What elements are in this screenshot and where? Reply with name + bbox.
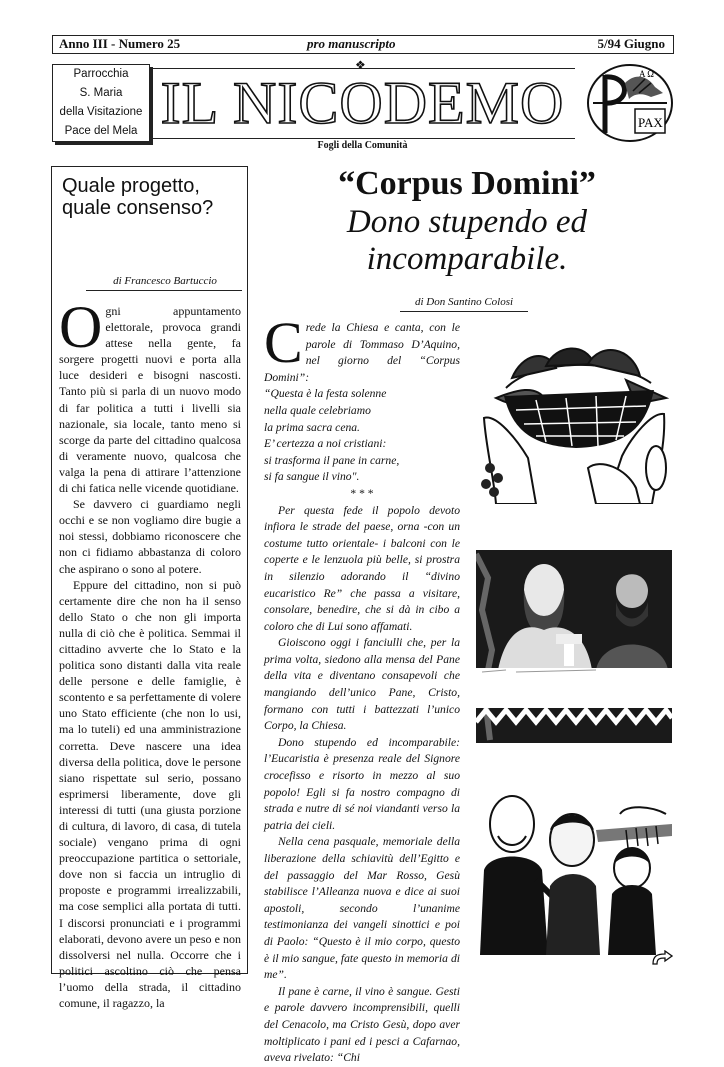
left-article-body (59, 294, 241, 1011)
paragraph: Se davvero ci guardiamo negli occhi e se non vogliamo dire bugie a noi stessi, dobbiamo riconoscere che non ci fidiamo abbastanza di coloro che aspirano o sono al potere. (59, 497, 241, 576)
chi-rho-logo-icon (585, 63, 675, 143)
verse-line: E’ certezza a noi cristiani: (264, 437, 387, 451)
paragraph: Per questa fede il popolo devoto infiora le strade del paese, orna -con un costume tutto orientale- i balconi con le coperte e le lenzuola più belle, si prostra in silenzio adorando il “divino eucaristico Re” che passa a visitare, consolare, benedire, che si dà in cibo a coloro che di Lui sono affamati. (264, 503, 460, 633)
logo-letters: A Ω (639, 69, 654, 79)
paragraph: Dono stupendo ed incomparabile: l’Eucaristia è presenza reale del Signore crocefisso e risorto in mezzo al suo popolo! Egli si fa nostro compagno di strada e nutre di sé noi viandanti verso la patria dei cieli. (264, 735, 460, 832)
drop-cap: O (59, 294, 103, 360)
masthead-rule (150, 68, 575, 69)
author-rule (86, 290, 242, 291)
masthead-subtitle: Fogli della Comunità (317, 140, 408, 151)
drop-cap: C (264, 310, 303, 375)
right-article-author: di Don Santino Colosi (414, 296, 514, 308)
parish-box (52, 64, 150, 142)
paragraph: Gioiscono oggi i fanciulli che, per la prima volta, siedono alla mensa del Pane della vita e diventano consapevoli che mangiando dell’unico Pane, Cristo, formano con tutti i battezzati l’unico Corpo, la Chiesa. (264, 636, 460, 733)
verse-line: “Questa è la festa solenne (264, 387, 387, 401)
ornament-icon: ❖ (355, 58, 366, 72)
right-article-subtitle: Dono stupendo ed incomparabile. (346, 204, 588, 277)
separator-stars: * * * (350, 486, 374, 500)
right-article-title: “Corpus Domini” (338, 165, 596, 202)
header-bar (52, 35, 674, 54)
masthead-title: IL NICODEMO (160, 70, 565, 136)
verse-line: nella quale celebriamo (264, 403, 371, 417)
left-article-title: Quale progetto, quale consenso? (62, 175, 214, 219)
parish-line: S. Maria (79, 87, 123, 99)
paragraph: Crede la Chiesa e canta, con le parole di Tommaso D’Aquino, nel giorno del “Corpus Domini”: (264, 310, 460, 384)
parish-line: Parrocchia (73, 68, 129, 80)
last-supper-illustration (476, 550, 672, 743)
pro-manuscripto: pro manuscripto (307, 36, 396, 51)
parish-line: Pace del Mela (64, 125, 138, 137)
verse-line: la prima sacra cena. (264, 420, 360, 434)
paragraph: Il pane è carne, il vino è sangue. Gesti e parole davvero incomprensibili, quelli del Cenacolo, ma Cristo Gesù, dopo aver moltiplicato i pani ed i pesci a Cafarnao, aveva rivelato: “Chi (264, 984, 460, 1065)
continue-arrow-icon (651, 950, 673, 966)
paragraph: Eppure del cittadino, non si può certamente dire che non ha il senso dello Stato o che non gli importa nulla di ciò che è politica. Semmai il cittadino avverte che lo Stato e la politica sono distanti dalla vita reale delle persone e delle famiglie, è scontento e sa perfettamente di volere uno Stato efficiente (che non lo usi, ma lo tuteli) ed una amministrazione corretta. Deve nascere una idea diversa della politica, dove le persone siano rispettate sul serio, possano esprimersi liberamente, dove gli interessi di tutti (una giusta porzione di cultura, di lavoro, di casa, di tutela sociale) vengano prima di ogni preoccupazione partitica o settoriale, dove non si faccia un intruglio di proposte e programmi irrealizzabili, ma cose semplici alla portata di tutti. I discorsi pronunciati e i programmi elaborati, devono avere un peso e non dissolversi nel nulla. Occorre che i politici ascoltino ciò che pensa l’uomo della strada, il cittadino comune, il ragazzo, la (59, 577, 241, 1011)
verse-line: si fa sangue il vino". (264, 470, 360, 484)
logo-pax: PAX (638, 115, 663, 130)
parish-line: della Visitazione (59, 106, 143, 118)
author-rule (400, 311, 528, 312)
right-article-body (264, 310, 460, 1067)
left-article-author: di Francesco Bartuccio (113, 275, 217, 287)
verse-line: si trasforma il pane in carne, (264, 453, 400, 467)
paragraph: Nella cena pasquale, memoriale della liberazione della schiavitù dell’Egitto e del passaggio del Mar Rosso, Gesù stabilisce l’Alleanza nuova e dice ai suoi apostoli, secondo l’unanime testimonianza dei vangeli sinottici e poi di Paolo: “Questo è il mio corpo, questo è il mio sangue, fate questo in memoria di me”. (264, 835, 460, 982)
basket-illustration (476, 318, 672, 504)
masthead-rule (150, 138, 575, 139)
issue-number: Anno III - Numero 25 (59, 36, 181, 51)
issue-date: 5/94 Giugno (597, 36, 665, 51)
communion-illustration (476, 790, 672, 955)
paragraph: Ogni appuntamento elettorale, provoca grandi attese nella gente, fa sorgere progetti nuovi e porta alla luce desideri e bisogni nascosti. Tanto più si parla di un nuovo modo di far politica a tutti i livelli sia nazionale, sia locale, tanto meno si scorge da parte del cittadino qualcosa di veramente nuovo, qualcosa che valga la pena di attirare l’attenzione di chi fatica nelle vicende quotidiane. (59, 294, 241, 496)
